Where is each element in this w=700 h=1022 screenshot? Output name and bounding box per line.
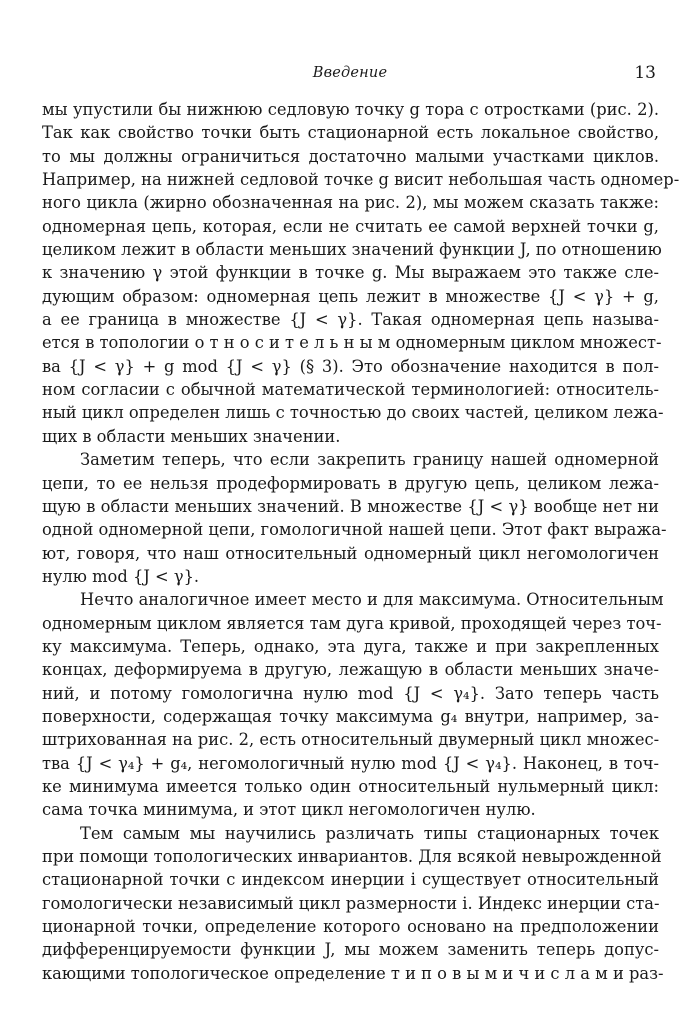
text-line: кающими топологическое определение т и п о в ы м и ч и с л а м и раз- (42, 963, 664, 983)
paragraph (42, 448, 667, 588)
text-line: поверхности, содержащая точку максимума g₄ внутри, например, за- (42, 706, 659, 726)
text-line: ный цикл определен лишь с точностью до своих частей, целиком лежа- (42, 403, 664, 423)
text-line: дующим образом: одномерная цепь лежит в множестве {J < γ} + g, (42, 286, 659, 306)
text-line: ного цикла (жирно обозначенная на рис. 2), мы можем сказать также: (42, 193, 659, 213)
text-line: щую в области меньших значений. В множестве {J < γ} вообще нет ни (42, 496, 659, 516)
text-line: ется в топологии о т н о с и т е л ь н ы м одномерным циклом множест- (42, 333, 662, 353)
text-line: щих в области меньших значении. (42, 426, 341, 446)
text-line: мы упустили бы нижнюю седловую точку g тора с отростками (рис. 2). (42, 100, 659, 119)
text-line: одномерная цепь, которая, если не считать ее самой верхней точки g, (42, 216, 659, 236)
text-line: Заметим теперь, что если закрепить границу нашей одномерной (80, 450, 659, 470)
running-head (0, 62, 700, 84)
text-line: ционарной точки, определение которого основано на предположении (42, 917, 659, 937)
text-line: сама точка минимума, и этот цикл негомологичен нулю. (42, 800, 536, 820)
text-line: целиком лежит в области меньших значений функции J, по отношению (42, 240, 662, 260)
text-line: то мы должны ограничиться достаточно малыми участками циклов. (42, 146, 659, 166)
text-line: а ее граница в множестве {J < γ}. Такая одномерная цепь называ- (42, 310, 659, 330)
text-line: ку максимума. Теперь, однако, эта дуга, также и при закрепленных (42, 636, 659, 656)
text-line: концах, деформируема в другую, лежащую в области меньших значе- (42, 660, 659, 680)
text-line: тва {J < γ₄} + g₄, негомологичный нулю mod {J < γ₄}. Наконец, в точ- (42, 753, 659, 773)
text-line: Например, на нижней седловой точке g висит небольшая часть одномер- (42, 170, 680, 190)
text-line: гомологически независимый цикл размерности i. Индекс инерции ста- (42, 893, 660, 913)
text-line: ном согласии с обычной математической терминологией: относитель- (42, 380, 659, 400)
paragraph (42, 588, 664, 821)
text-line: дифференцируемости функции J, мы можем заменить теперь допус- (42, 940, 659, 960)
text-line: ва {J < γ} + g mod {J < γ} (§ 3). Это обозначение находится в пол- (42, 356, 659, 376)
text-line: Нечто аналогичное имеет место и для максимума. Относительным (80, 590, 664, 610)
text-line: Так как свойство точки быть стационарной есть локальное свойство, (42, 123, 659, 143)
text-line: ке минимума имеется только один относительный нульмерный цикл: (42, 776, 659, 796)
page-number: 13 (634, 63, 656, 83)
text-line: одной одномерной цепи, гомологичной нашей цепи. Этот факт выража- (42, 520, 667, 540)
text-line: при помощи топологических инвариантов. Для всякой невырожденной (42, 847, 662, 866)
text-line: Тем самым мы научились различать типы стационарных точек (80, 823, 659, 843)
text-line: к значению γ этой функции в точке g. Мы выражаем это также сле- (42, 263, 659, 283)
text-line: ний, и потому гомологична нулю mod {J < γ₄}. Зато теперь часть (42, 683, 659, 703)
paragraph (42, 822, 664, 985)
text-line: цепи, то ее нельзя продеформировать в другую цепь, целиком лежа- (42, 473, 659, 493)
running-title: Введение (312, 65, 388, 81)
text-line: штрихованная на рис. 2, есть относительный двумерный цикл множес- (42, 730, 660, 750)
paragraph (42, 98, 680, 448)
text-line: одномерным циклом является там дуга кривой, проходящей через точ- (42, 613, 662, 633)
text-line: нулю mod {J < γ}. (42, 566, 200, 586)
body-text (42, 98, 680, 985)
text-line: ют, говоря, что наш относительный одномерный цикл негомологичен (42, 543, 659, 563)
text-line: стационарной точки с индексом инерции i существует относительный (42, 870, 659, 890)
